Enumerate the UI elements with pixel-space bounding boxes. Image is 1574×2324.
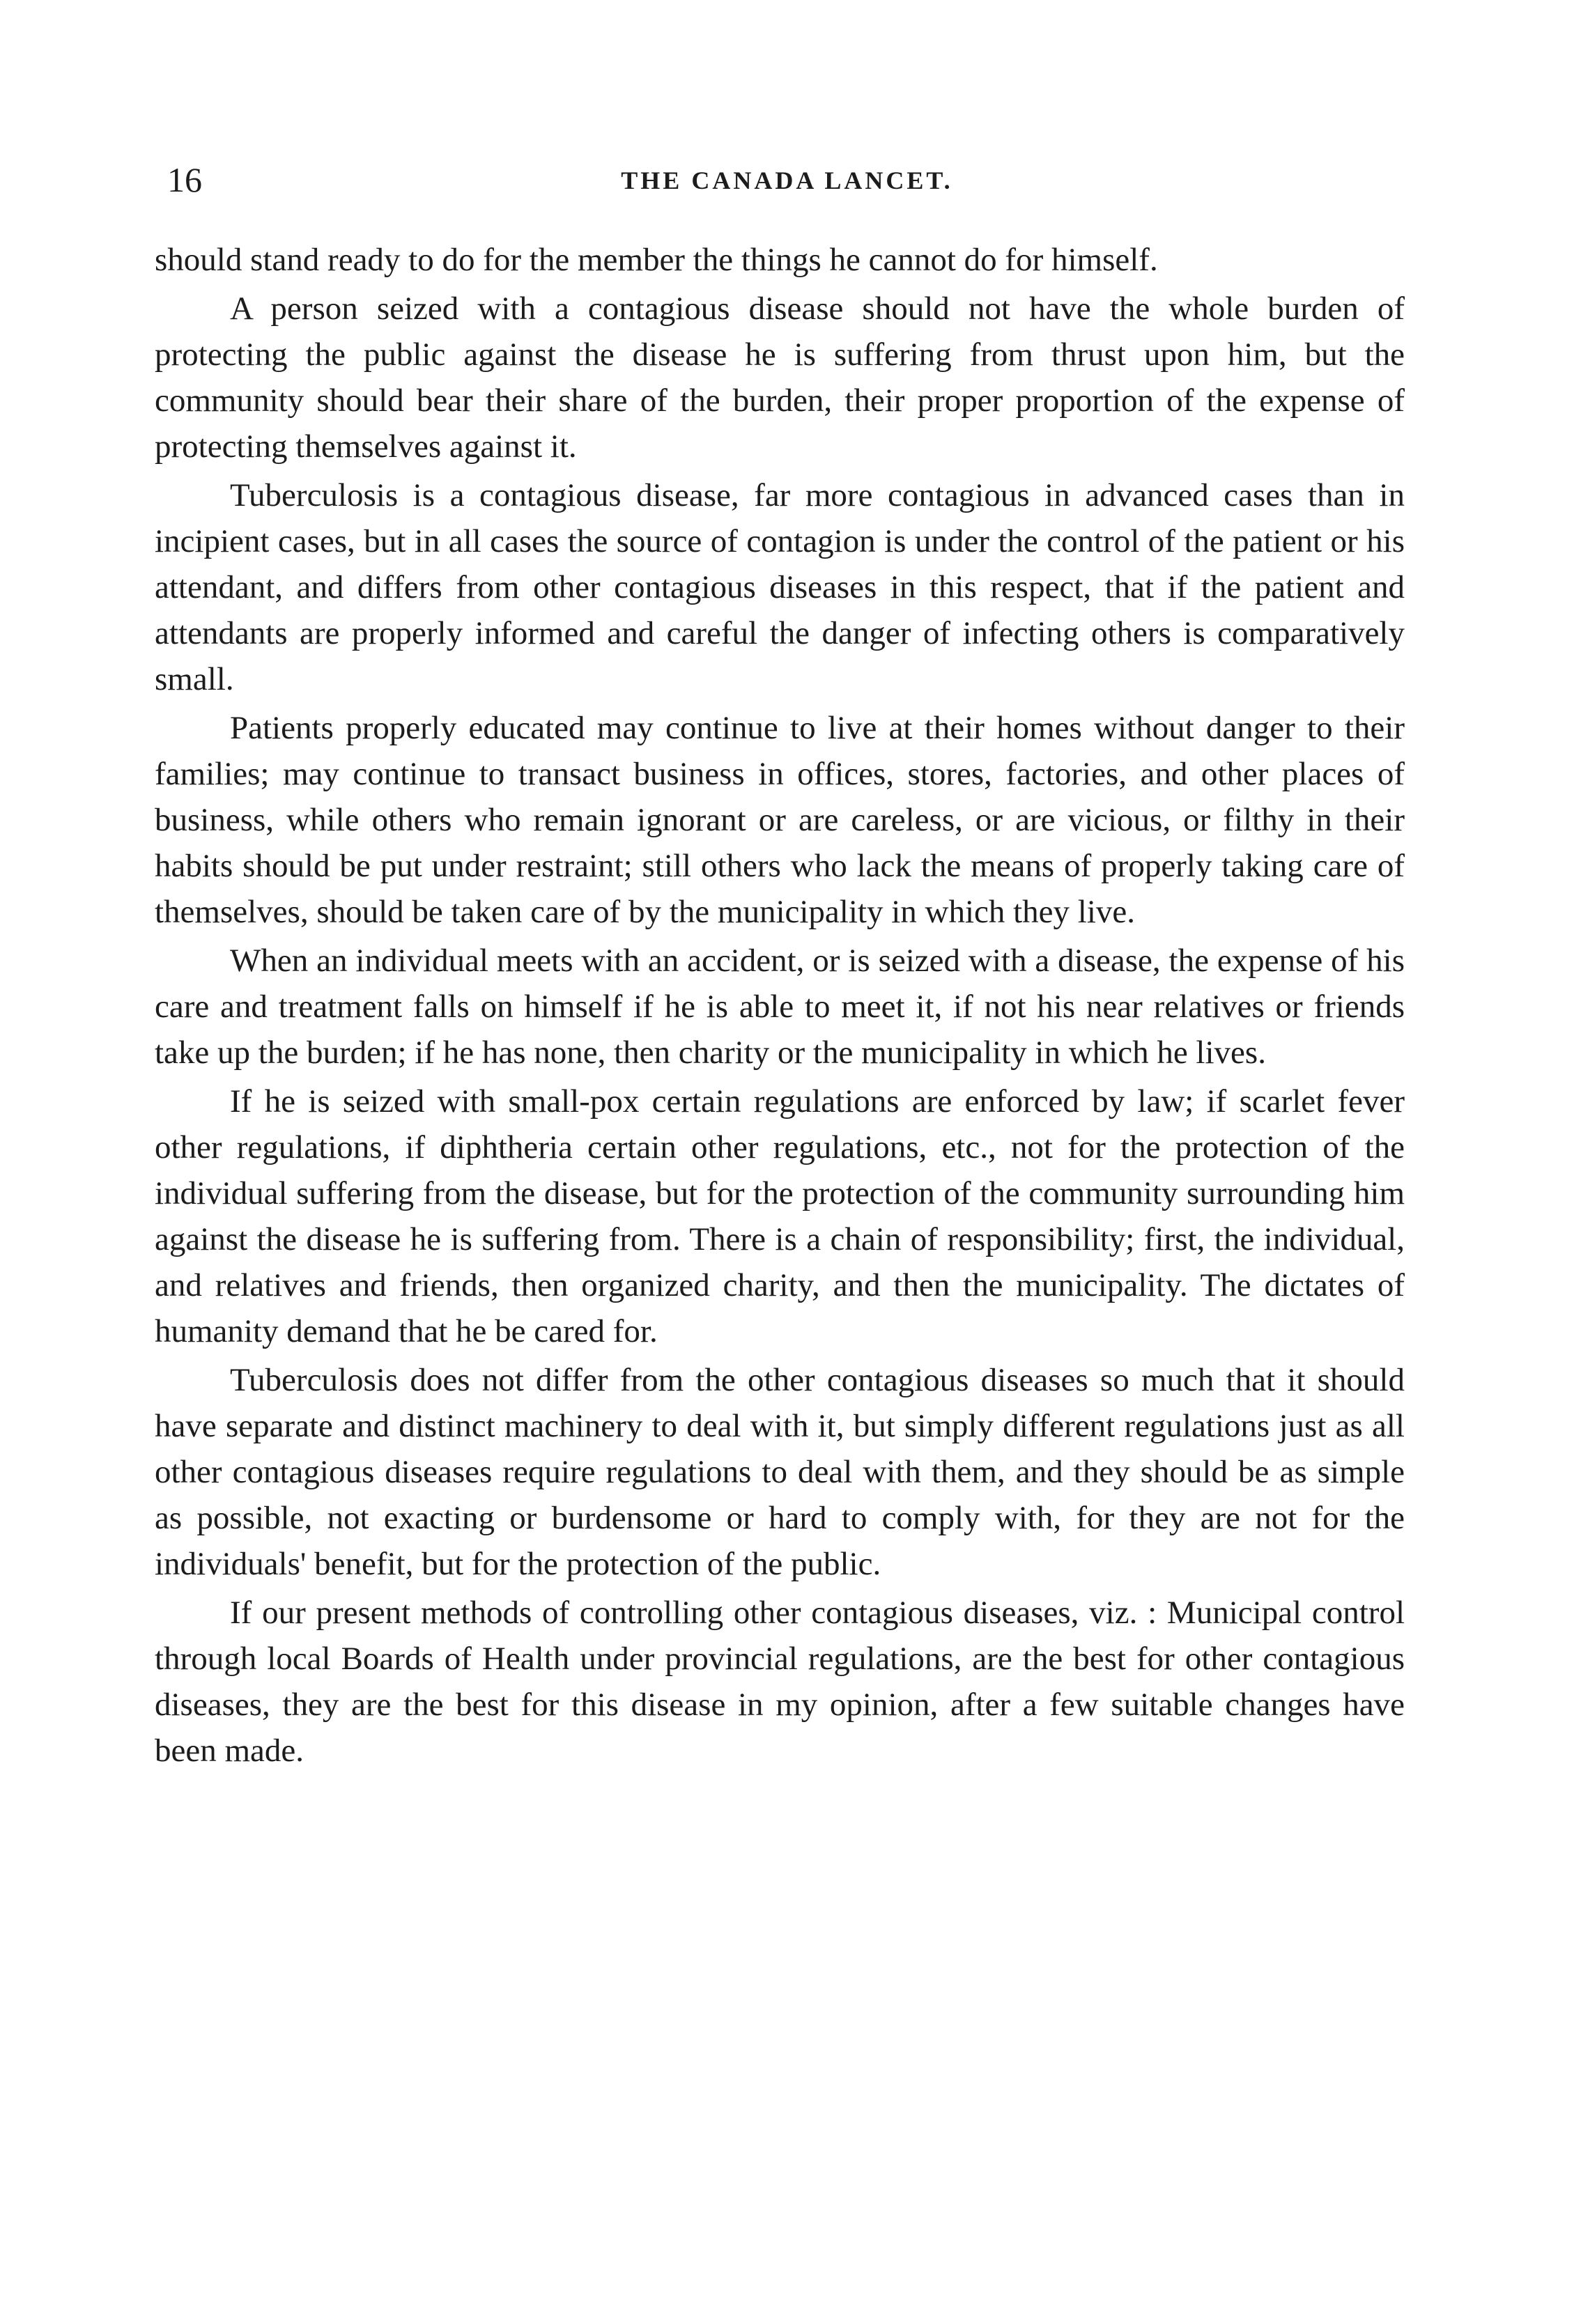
paragraph-1: should stand ready to do for the member the things he cannot do for himself. bbox=[155, 242, 1158, 278]
page-number: 16 bbox=[167, 160, 202, 199]
paragraph-8: If our present methods of controlling other contagious diseases, viz. : Municipal control through local Boards of Health under provincial regulations, are the best for other contagious diseases, they are the best for this disease in my opinion, after a few suitable changes have been made. bbox=[155, 1595, 1405, 1769]
paragraph-2: A person seized with a contagious disease should not have the whole burden of protecting the public against the disease he is suffering from thrust upon him, but the community should bear their share of the burden, their proper proportion of the expense of protecting themselves against it. bbox=[155, 290, 1405, 465]
paragraph-6: If he is seized with small-pox certain regulations are enforced by law; if scarlet fever other regulations, if diphtheria certain other regulations, etc., not for the protection of the individual suffering from the disease, but for the protection of the community surrounding him against the disease he is suffering from. There is a chain of responsibility; first, the individual, and relatives and friends, then organized charity, and then the municipality. The dictates of humanity demand that he be cared for. bbox=[155, 1083, 1405, 1349]
paragraph-5: When an individual meets with an accident, or is seized with a disease, the expense of his care and treatment falls on himself if he is able to meet it, if not his near relatives or friends take up the burden; if he has none, then charity or the municipality in which he lives. bbox=[155, 943, 1405, 1071]
running-title: THE CANADA LANCET. bbox=[621, 166, 953, 194]
paragraph-4: Patients properly educated may continue to live at their homes without danger to their families; may continue to transact business in offices, stores, factories, and other places of business, while others who remain ignorant or are careless, or are vicious, or filthy in their habits should be put under restraint; still others who lack the means of properly taking care of themselves, should be taken care of by the municipality in which they live. bbox=[155, 710, 1405, 930]
page-header bbox=[0, 159, 1574, 208]
body-text bbox=[155, 237, 1405, 1776]
paragraph-3: Tuberculosis is a contagious disease, far more contagious in advanced cases than in incipient cases, but in all cases the source of contagion is under the control of the patient or his attendant, and differs from other contagious diseases in this respect, that if the patient and attendants are properly informed and careful the danger of infecting others is comparatively small. bbox=[155, 477, 1405, 697]
paragraph-7: Tuberculosis does not differ from the other contagious diseases so much that it should have separate and distinct machinery to deal with it, but simply different regulations just as all other contagious diseases require regulations to deal with them, and they should be as simple as possible, not exacting or burdensome or hard to comply with, for they are not for the individuals' benefit, but for the protection of the public. bbox=[155, 1362, 1405, 1582]
